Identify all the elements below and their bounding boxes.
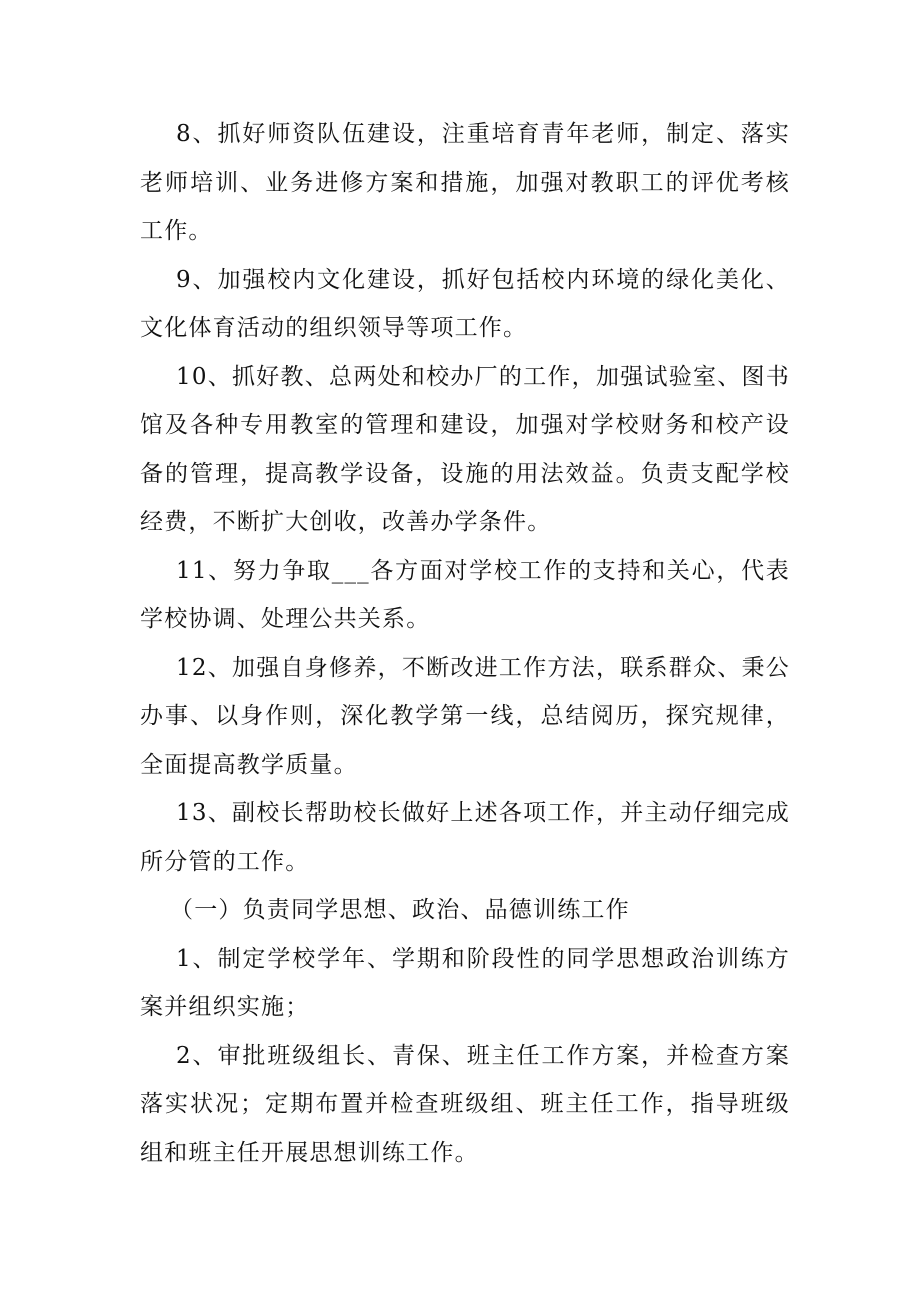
paragraph-item-12: 12、加强自身修养，不断改进工作方法，联系群众、秉公办事、以身作则，深化教学第一线，总结阅历，探究规律，全面提高教学质量。: [140, 654, 790, 778]
document-body: [140, 110, 790, 1177]
section-heading: （一）负责同学思想、政治、品德训练工作: [170, 897, 630, 923]
paragraph-item-13: 13、副校长帮助校长做好上述各项工作，并主动仔细完成所分管的工作。: [140, 800, 790, 875]
paragraph-item-10: 10、抓好教、总两处和校办厂的工作，加强试验室、图书馆及各种专用教室的管理和建设，加强对学校财务和校产设备的管理，提高教学设备，设施的用法效益。负责支配学校经费，不断扩大创收，改善办学条件。: [140, 363, 790, 535]
paragraph-sub-2: 2、审批班级组长、青保、班主任工作方案，并检查方案落实状况；定期布置并检查班级组、班主任工作，指导班级组和班主任开展思想训练工作。: [140, 1042, 790, 1166]
paragraph-item-8: 8、抓好师资队伍建设，注重培育青年老师，制定、落实老师培训、业务进修方案和措施，加强对教职工的评优考核工作。: [140, 121, 790, 244]
paragraph-item-9: 9、加强校内文化建设，抓好包括校内环境的绿化美化、文化体育活动的组织领导等项工作。: [140, 266, 790, 341]
paragraph-sub-1: 1、制定学校学年、学期和阶段性的同学思想政治训练方案并组织实施；: [140, 945, 790, 1020]
paragraph-item-11: 11、努力争取___各方面对学校工作的支持和关心，代表学校协调、处理公共关系。: [140, 557, 790, 632]
